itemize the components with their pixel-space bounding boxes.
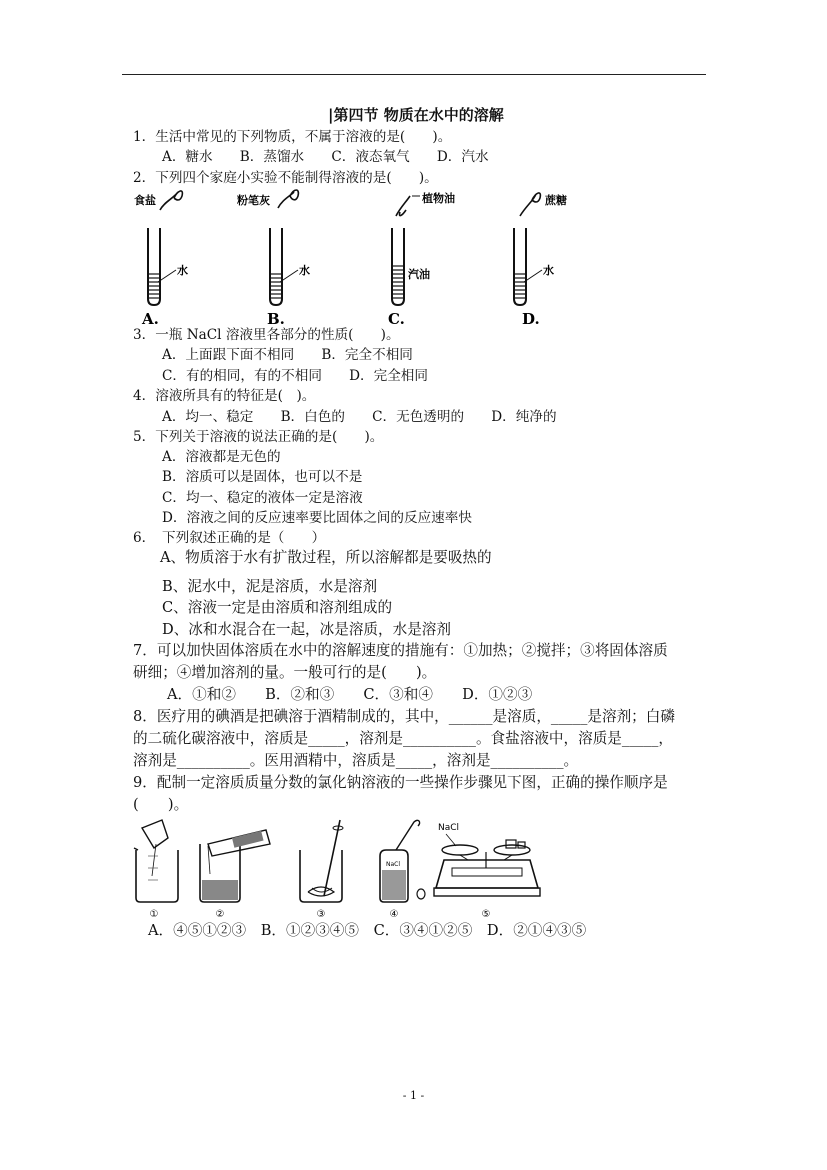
question-5-option-c: C．均一、稳定的液体一定是溶液 xyxy=(162,490,363,506)
question-9-line-1: 9．配制一定溶质质量分数的氯化钠溶液的一些操作步骤见下图，正确的操作顺序是 xyxy=(133,774,668,791)
question-6-option-b: B、泥水中，泥是溶质，水是溶剂 xyxy=(162,578,378,595)
tube-a-liquid-label: 水 xyxy=(177,264,188,277)
step-1-number: ① xyxy=(149,909,159,920)
test-tube-d xyxy=(514,193,567,328)
step-5-number: ⑤ xyxy=(481,909,491,920)
tube-b-solute-label: 粉笔灰 xyxy=(237,194,270,207)
question-7-line-2: 研细；④增加溶剂的量。一般可行的是( )。 xyxy=(133,664,437,681)
question-2: 2．下列四个家庭小实验不能制得溶液的是( )。 xyxy=(133,170,438,186)
test-tube-b xyxy=(236,190,310,328)
step-3-stirring xyxy=(300,820,343,920)
spoon-icon xyxy=(278,190,298,208)
question-6-option-d: D、冰和水混合在一起，冰是溶质，水是溶剂 xyxy=(162,621,451,638)
question-3-options-cd: C．有的相同，有的不相同 D．完全相同 xyxy=(162,368,428,384)
question-8-line-1: 8．医疗用的碘酒是把碘溶于酒精制成的，其中，______是溶质，_____是溶剂；白磷 xyxy=(133,708,675,725)
question-1: 1．生活中常见的下列物质，不属于溶液的是( )。 xyxy=(133,129,452,145)
tube-b-liquid-label: 水 xyxy=(299,264,310,277)
tube-d-letter: D. xyxy=(522,310,540,328)
q9-preparation-steps-figure xyxy=(128,816,548,922)
question-6-option-a: A、物质溶于水有扩散过程，所以溶解都是要吸热的 xyxy=(160,549,492,566)
tube-c-solute-label: 植物油 xyxy=(422,192,455,205)
test-tube-a xyxy=(134,191,188,328)
tube-c-liquid-label: 汽油 xyxy=(408,268,430,281)
question-7-options: A．①和② B．②和③ C．③和④ D．①②③ xyxy=(167,686,533,703)
spoon-icon xyxy=(520,193,540,216)
tube-d-solute-label: 蔗糖 xyxy=(545,194,567,207)
question-5-option-b: B．溶质可以是固体，也可以不是 xyxy=(162,469,363,485)
question-9-line-2: ( )。 xyxy=(133,796,189,813)
balance-nacl-label: NaCl xyxy=(438,823,460,833)
spoon-icon xyxy=(160,191,182,210)
question-6-option-c: C、溶液一定是由溶质和溶剂组成的 xyxy=(162,599,393,616)
page-title: |第四节 物质在水中的溶解 xyxy=(328,106,504,124)
dropper-icon xyxy=(396,196,410,216)
step-2-number: ② xyxy=(215,909,225,920)
q2-test-tube-figure xyxy=(130,186,570,328)
step-4-number: ④ xyxy=(389,909,399,920)
question-4-options: A．均一、稳定 B．白色的 C．无色透明的 D．纯净的 xyxy=(162,409,557,425)
step-4-reagent-bottle xyxy=(380,820,425,920)
question-7-line-1: 7．可以加快固体溶质在水中的溶解速度的措施有：①加热；②搅拌；③将固体溶质 xyxy=(133,642,668,659)
page-number: - 1 - xyxy=(402,1089,425,1102)
question-6: 6． 下列叙述正确的是（ ） xyxy=(133,530,326,546)
tube-b-letter: B. xyxy=(267,310,285,328)
step-5-balance xyxy=(434,823,540,920)
question-4: 4．溶液所具有的特征是( )。 xyxy=(133,388,316,404)
question-5-option-a: A．溶液都是无色的 xyxy=(162,449,281,465)
question-5-option-d: D．溶液之间的反应速率要比固体之间的反应速率快 xyxy=(162,510,472,526)
question-8-line-3: 溶剂是__________。医用酒精中，溶质是_____，溶剂是__________。 xyxy=(133,752,579,769)
question-3-options-ab: A．上面跟下面不相同 B．完全不相同 xyxy=(162,347,413,363)
bottle-nacl-label: NaCl xyxy=(386,861,401,868)
tube-a-solute-label: 食盐 xyxy=(134,194,156,207)
tube-c-letter: C. xyxy=(388,310,405,328)
question-8-line-2: 的二硫化碳溶液中，溶质是_____，溶剂是__________。食盐溶液中，溶质是_____， xyxy=(133,730,673,747)
question-5: 5．下列关于溶液的说法正确的是( )。 xyxy=(133,429,384,445)
question-3: 3．一瓶 NaCl 溶液里各部分的性质( )。 xyxy=(133,327,400,343)
step-1-pouring xyxy=(134,820,178,920)
question-1-options: A．糖水 B．蒸馏水 C．液态氧气 D．汽水 xyxy=(162,149,489,165)
header-rule xyxy=(122,74,706,75)
step-2-cylinder-pour xyxy=(200,830,270,920)
step-3-number: ③ xyxy=(316,909,326,920)
tube-a-letter: A. xyxy=(142,310,159,328)
tube-d-liquid-label: 水 xyxy=(543,264,554,277)
question-9-options: A．④⑤①②③ B．①②③④⑤ C．③④①②⑤ D．②①④③⑤ xyxy=(148,922,587,939)
test-tube-c xyxy=(388,191,455,328)
